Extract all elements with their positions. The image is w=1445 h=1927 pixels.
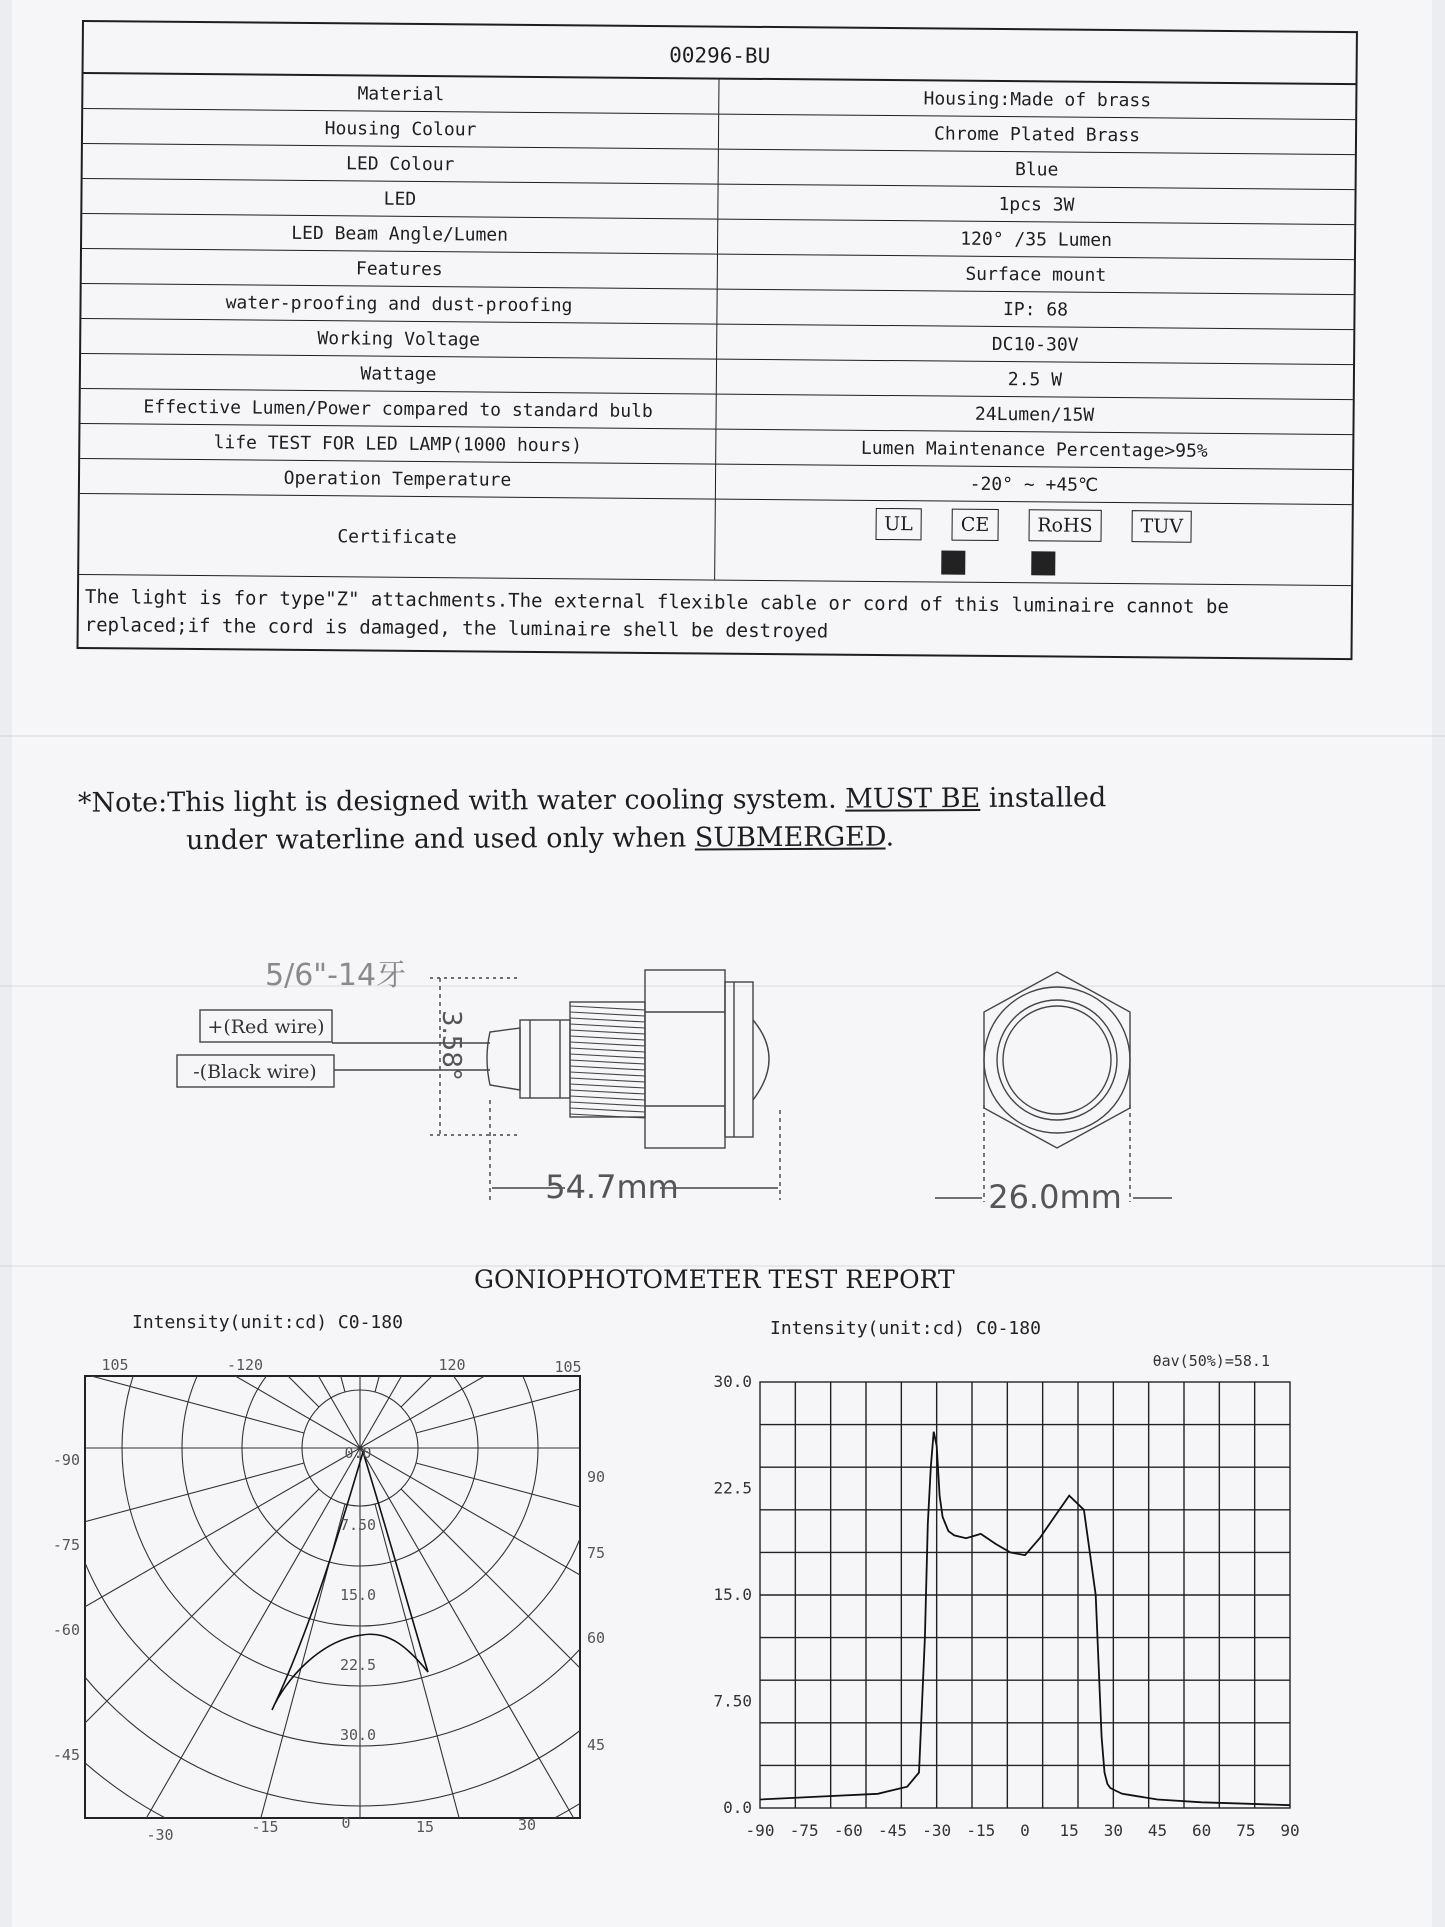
x-tick-label: -45 (878, 1821, 907, 1840)
spec-value: Surface mount (965, 263, 1107, 286)
spec-value: 120° /35 Lumen (960, 228, 1113, 251)
technical-drawing (0, 940, 1445, 1230)
polar-right-label: 90 (586, 1468, 605, 1486)
chart-annotation: θav(50%)=58.1 (1152, 1352, 1270, 1370)
thread-spec: 5/6"-14牙 (265, 958, 407, 993)
model-code: 00296-BU (84, 22, 1356, 85)
cert-mark: UL (875, 508, 922, 540)
width-dim: 26.0mm (988, 1178, 1122, 1216)
intensity-series-line (760, 1432, 1290, 1806)
red-wire-label: +(Red wire) (207, 1016, 325, 1038)
spec-value: 2.5 W (1007, 368, 1063, 391)
spec-value: 24Lumen/15W (974, 403, 1095, 426)
x-tick-label: -30 (922, 1821, 952, 1840)
x-tick-label: 60 (1192, 1821, 1212, 1840)
fold-crease (0, 735, 1445, 737)
spec-value: Housing:Made of brass (923, 87, 1152, 111)
note-mid: installed (980, 782, 1107, 814)
polar-top-label: -120 (226, 1356, 264, 1374)
spec-table (77, 20, 1358, 660)
spec-label: Effective Lumen/Power compared to standard bulb (80, 389, 716, 429)
x-tick-label: 15 (1059, 1821, 1079, 1840)
spec-row-certificate (79, 494, 1352, 586)
spec-label: LED Colour (83, 144, 719, 184)
x-tick-label: 45 (1147, 1821, 1168, 1840)
polar-left-label: -75 (52, 1536, 80, 1554)
x-tick-label: 90 (1280, 1821, 1300, 1840)
polar-right-label: 45 (586, 1736, 605, 1754)
polar-frame (85, 1376, 580, 1818)
cert-cell (715, 500, 1352, 586)
spec-label: Certificate (79, 494, 716, 580)
polar-ring-label: 0.0 (344, 1444, 372, 1462)
black-wire-label: -(Black wire) (193, 1061, 317, 1083)
polar-bottom-label: 30 (517, 1816, 537, 1834)
x-tick-label: 75 (1236, 1821, 1256, 1840)
spec-value: Lumen Maintenance Percentage>95% (860, 437, 1208, 462)
spec-label: Working Voltage (81, 319, 717, 359)
spec-label: Wattage (81, 354, 717, 394)
polar-right-label: 75 (586, 1544, 605, 1562)
polar-left-label: -90 (52, 1451, 80, 1469)
spec-label: Housing Colour (83, 109, 719, 149)
polar-top-label: 120 (438, 1356, 466, 1374)
y-tick-label: 30.0 (713, 1372, 752, 1391)
note-must-be: MUST BE (845, 782, 981, 815)
diameter-dim: 3.58° (436, 1010, 466, 1081)
note-line2-b: . (885, 821, 895, 853)
length-dim: 54.7mm (545, 1168, 679, 1206)
polar-bottom-label: -30 (146, 1826, 174, 1844)
spec-value: IP: 68 (1002, 298, 1069, 321)
note-prefix: *Note:This light is designed with water cooling system. (77, 783, 846, 819)
polar-top-label: 105 (101, 1356, 129, 1374)
checkbox-mark-icon (941, 551, 965, 575)
chart-title: Intensity(unit:cd) C0-180 (770, 1318, 1041, 1339)
checkbox-mark-icon (1031, 551, 1055, 575)
polar-ring-label: 30.0 (339, 1726, 377, 1744)
y-tick-label: 7.50 (713, 1691, 752, 1711)
x-tick-label: -60 (833, 1821, 863, 1840)
spec-value: 1pcs 3W (998, 193, 1075, 216)
disclaimer-text: The light is for type"Z" attachments.The external flexible cable or cord of this luminaire cannot be replaced;if the cord is damaged, the luminaire shell be destroyed (84, 586, 1229, 643)
report-title: GONIOPHOTOMETER TEST REPORT (474, 1265, 955, 1294)
spec-label: life TEST FOR LED LAMP(1000 hours) (80, 424, 716, 464)
cert-mark: RoHS (1028, 509, 1102, 542)
intensity-line-chart (690, 1310, 1310, 1850)
cert-mark: CE (952, 509, 999, 541)
spec-label: Material (83, 74, 719, 114)
spec-rows (80, 74, 1356, 505)
spec-label: Features (82, 249, 718, 289)
spec-value: Blue (1014, 158, 1059, 181)
y-tick-label: 22.5 (713, 1478, 752, 1498)
spec-value: Chrome Plated Brass (933, 122, 1141, 146)
x-tick-label: 30 (1103, 1821, 1123, 1840)
polar-title: Intensity(unit:cd) C0-180 (132, 1312, 403, 1333)
polar-left-label: -60 (52, 1621, 80, 1639)
polar-right-label: 60 (586, 1629, 605, 1647)
note-submerged: SUBMERGED (694, 821, 886, 854)
water-cooling-note (78, 779, 1107, 860)
spec-label: LED Beam Angle/Lumen (82, 214, 718, 254)
polar-chart (40, 1300, 620, 1860)
x-tick-label: 0 (1020, 1821, 1030, 1840)
y-tick-label: 15.0 (713, 1585, 752, 1604)
spec-label: LED (82, 179, 718, 219)
polar-bottom-label: -15 (251, 1818, 279, 1836)
cert-mark: TUV (1131, 510, 1192, 543)
note-line2-a: under waterline and used only when (186, 822, 695, 857)
polar-ring-label: 7.50 (339, 1516, 377, 1534)
spec-label: water-proofing and dust-proofing (81, 284, 717, 324)
x-tick-label: -75 (789, 1821, 819, 1840)
polar-top-label: 105 (554, 1358, 582, 1376)
spec-value: DC10-30V (991, 333, 1079, 356)
polar-ring-label: 15.0 (339, 1586, 377, 1604)
spec-value: -20° ~ +45℃ (969, 473, 1099, 496)
x-tick-label: -90 (745, 1821, 775, 1840)
y-tick-label: 0.0 (723, 1798, 752, 1817)
polar-ring-label: 22.5 (339, 1656, 377, 1674)
x-tick-label: -15 (966, 1821, 996, 1840)
polar-bottom-label: 0 (341, 1814, 351, 1832)
spec-label: Operation Temperature (80, 459, 716, 499)
polar-bottom-label: 15 (415, 1818, 435, 1836)
polar-left-label: -45 (52, 1746, 80, 1764)
cert-marks (875, 508, 1192, 543)
